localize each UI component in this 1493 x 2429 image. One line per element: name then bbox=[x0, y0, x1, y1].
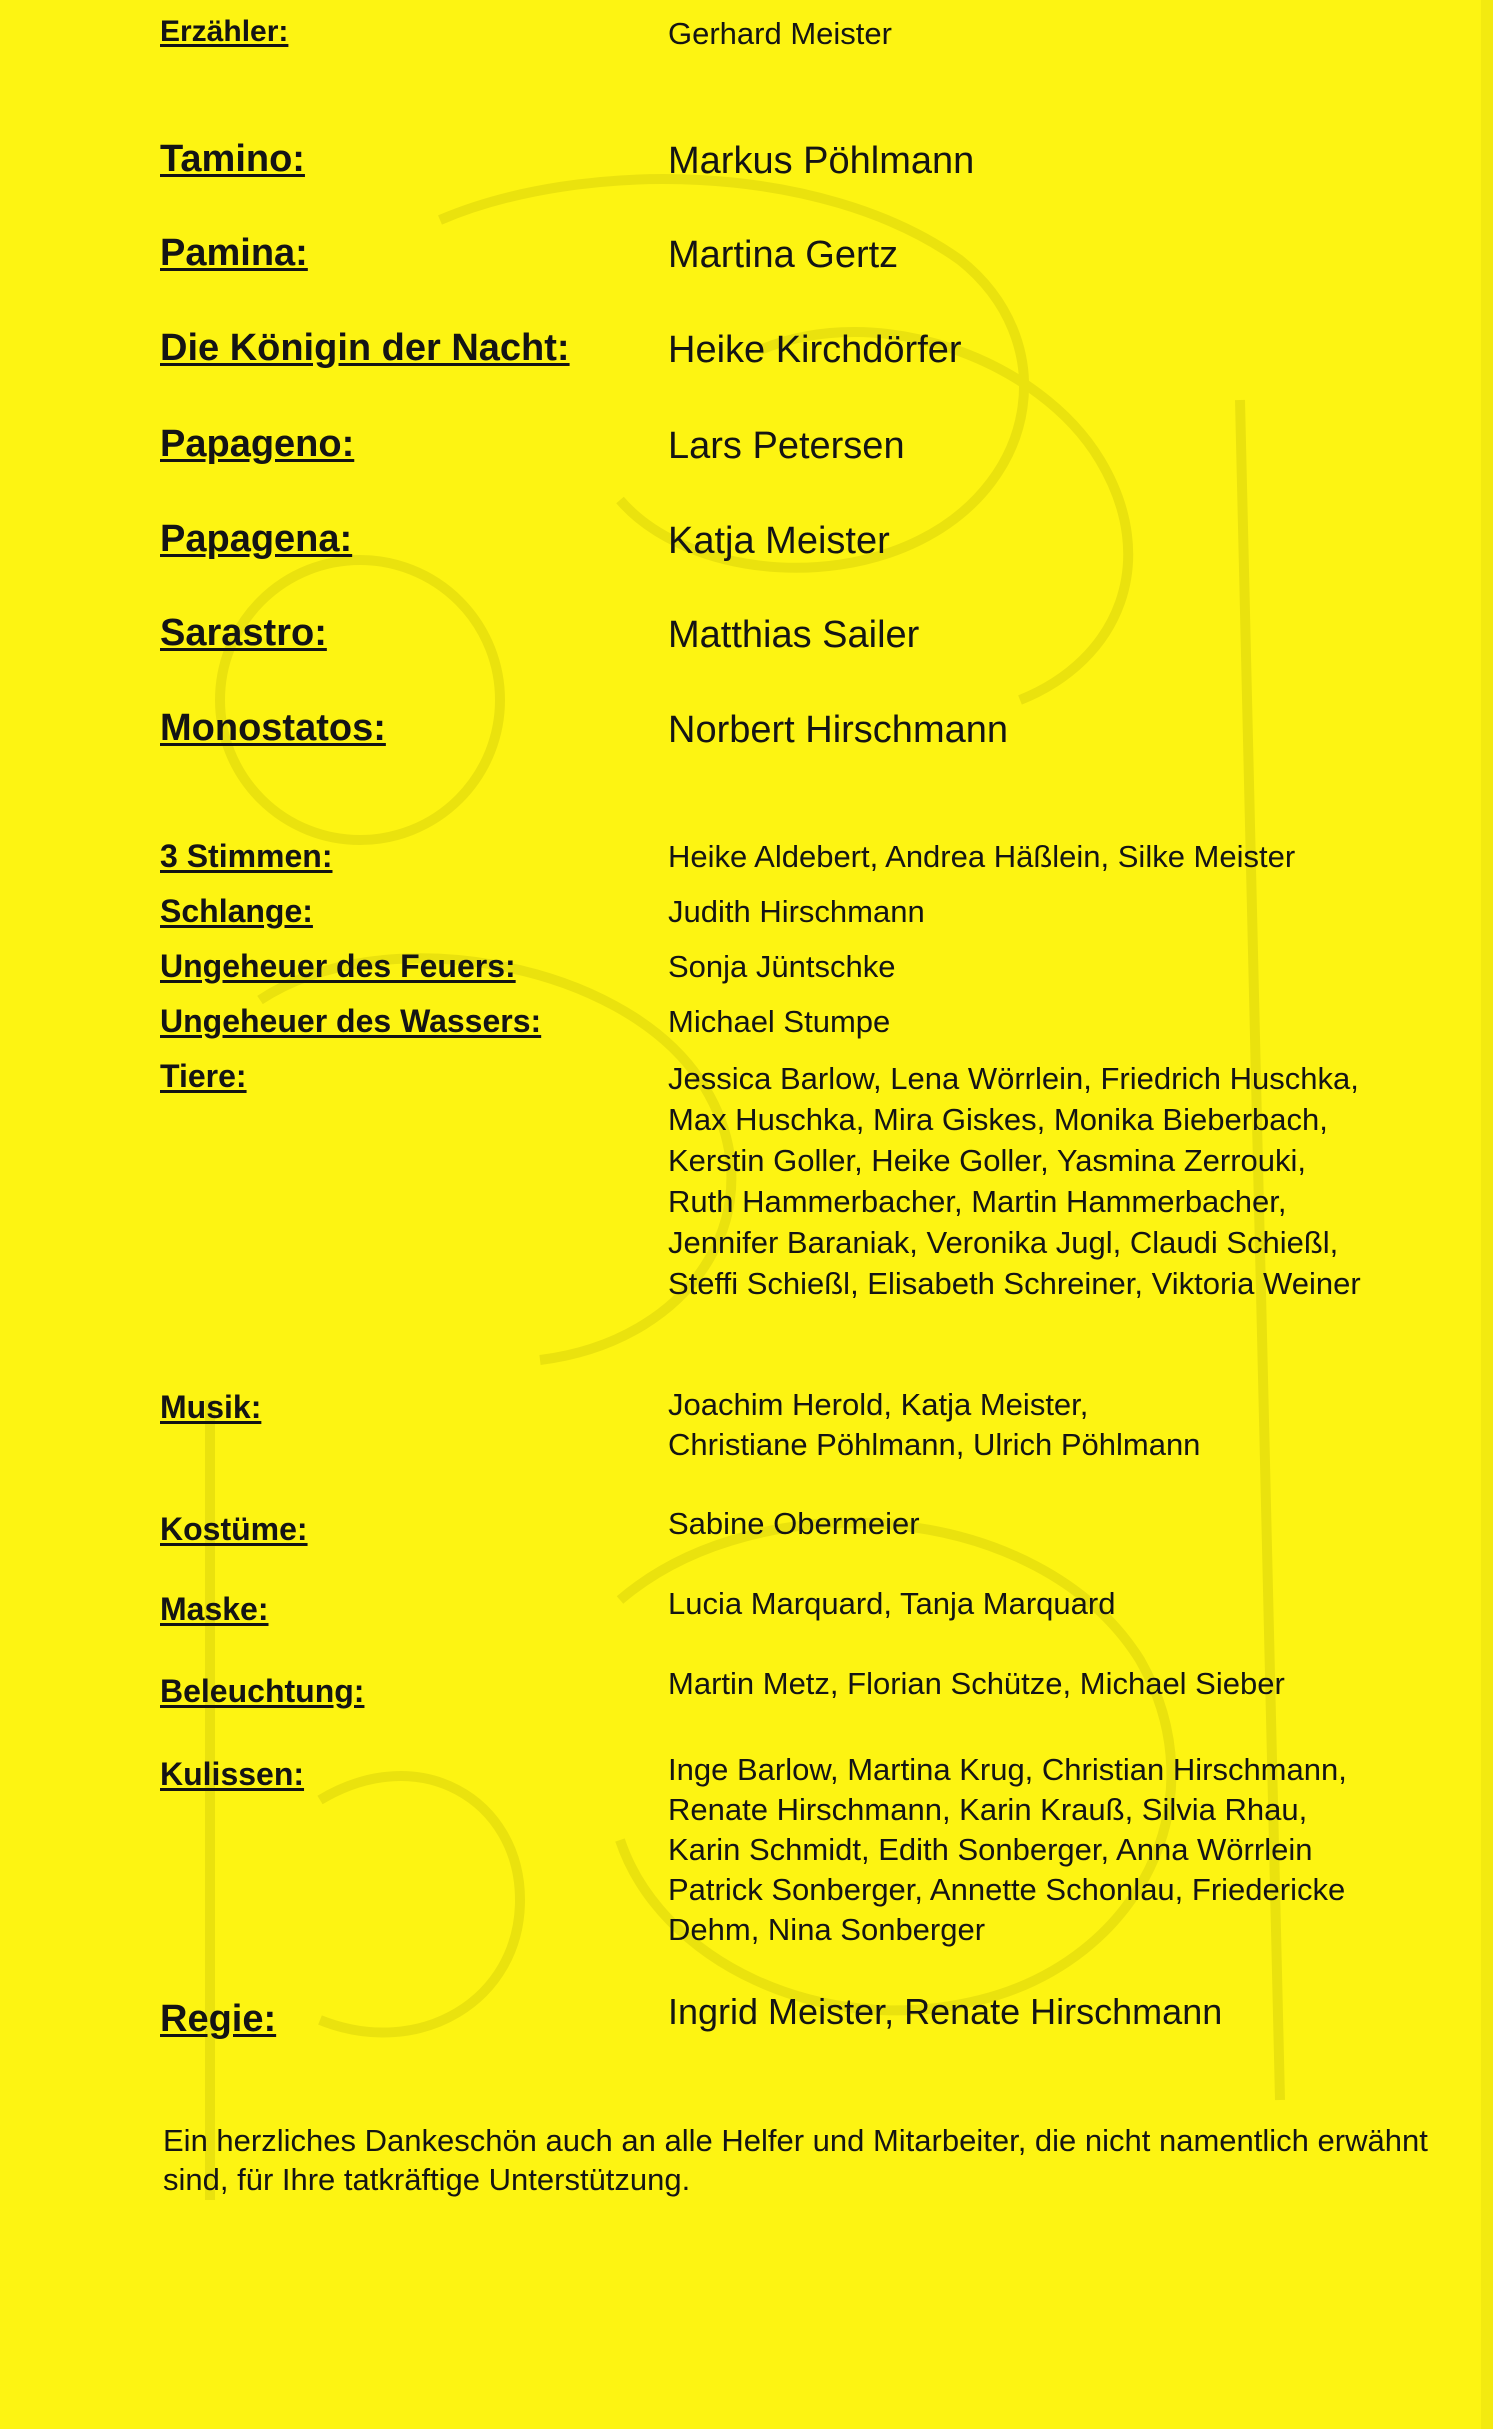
performer-name: Martina Gertz bbox=[668, 234, 899, 276]
crew-names bbox=[668, 1505, 920, 1543]
performer-name: Markus Pöhlmann bbox=[668, 140, 975, 182]
performer-names bbox=[668, 1058, 1361, 1304]
role-label: Die Königin der Nacht: bbox=[160, 327, 570, 369]
performer-name: Lars Petersen bbox=[668, 425, 905, 467]
performer-line: Jennifer Baraniak, Veronika Jugl, Claudi Schießl, bbox=[668, 1225, 1339, 1260]
crew-names bbox=[668, 1750, 1347, 1950]
role-label: Tamino: bbox=[160, 138, 305, 180]
performer-name: Heike Kirchdörfer bbox=[668, 329, 962, 371]
role-label: Schlange: bbox=[160, 893, 313, 929]
performer-name: Gerhard Meister bbox=[668, 16, 892, 51]
role-label: Erzähler: bbox=[160, 15, 289, 48]
thanks-note: Ein herzliches Dankeschön auch an alle Helfer und Mitarbeiter, die nicht namentlich erwähnt sind, für Ihre tatkräftige Unterstützung. bbox=[163, 2123, 1428, 2197]
role-label: Sarastro: bbox=[160, 612, 327, 654]
crew-line: Renate Hirschmann, Karin Krauß, Silvia Rhau, bbox=[668, 1792, 1308, 1827]
role-label: Maske: bbox=[160, 1591, 269, 1627]
role-label: Ungeheuer des Wassers: bbox=[160, 1003, 542, 1039]
performer-line: Jessica Barlow, Lena Wörrlein, Friedrich Huschka, bbox=[668, 1061, 1359, 1096]
role-label: Kostüme: bbox=[160, 1511, 308, 1547]
crew-line: Dehm, Nina Sonberger bbox=[668, 1912, 986, 1947]
role-label: Kulissen: bbox=[160, 1756, 305, 1792]
role-label: Musik: bbox=[160, 1389, 262, 1425]
crew-line: Ingrid Meister, Renate Hirschmann bbox=[668, 1991, 1223, 2032]
performer-name: Matthias Sailer bbox=[668, 614, 920, 656]
crew-line: Lucia Marquard, Tanja Marquard bbox=[668, 1586, 1116, 1621]
crew-line: Joachim Herold, Katja Meister, bbox=[668, 1387, 1089, 1422]
role-label: Papageno: bbox=[160, 423, 355, 465]
crew-names bbox=[668, 1990, 1222, 2034]
performer-name: Sonja Jüntschke bbox=[668, 949, 896, 984]
crew-names bbox=[668, 1665, 1285, 1703]
crew-line: Martin Metz, Florian Schütze, Michael Sieber bbox=[668, 1666, 1285, 1701]
performer-line: Steffi Schießl, Elisabeth Schreiner, Viktoria Weiner bbox=[668, 1266, 1361, 1301]
crew-line: Christiane Pöhlmann, Ulrich Pöhlmann bbox=[668, 1427, 1201, 1462]
role-label: Monostatos: bbox=[160, 707, 386, 749]
performer-line: Max Huschka, Mira Giskes, Monika Bieberbach, bbox=[668, 1102, 1328, 1137]
role-label: Regie: bbox=[160, 1998, 277, 2040]
role-label: 3 Stimmen: bbox=[160, 838, 333, 874]
crew-line: Karin Schmidt, Edith Sonberger, Anna Wörrlein bbox=[668, 1832, 1313, 1867]
crew-line: Sabine Obermeier bbox=[668, 1506, 920, 1541]
performer-name: Heike Aldebert, Andrea Häßlein, Silke Meister bbox=[668, 839, 1296, 874]
crew-line: Patrick Sonberger, Annette Schonlau, Friedericke bbox=[668, 1872, 1346, 1907]
performer-name: Michael Stumpe bbox=[668, 1004, 891, 1039]
performer-line: Kerstin Goller, Heike Goller, Yasmina Zerrouki, bbox=[668, 1143, 1307, 1178]
role-label: Ungeheuer des Feuers: bbox=[160, 948, 516, 984]
crew-names bbox=[668, 1585, 1115, 1623]
performer-line: Ruth Hammerbacher, Martin Hammerbacher, bbox=[668, 1184, 1287, 1219]
crew-names bbox=[668, 1385, 1200, 1465]
performer-name: Katja Meister bbox=[668, 520, 890, 562]
page-edge bbox=[1481, 0, 1493, 2429]
crew-line: Inge Barlow, Martina Krug, Christian Hirschmann, bbox=[668, 1752, 1347, 1787]
performer-name: Judith Hirschmann bbox=[668, 894, 925, 929]
role-label: Papagena: bbox=[160, 518, 353, 560]
role-label: Pamina: bbox=[160, 232, 308, 274]
performer-name: Norbert Hirschmann bbox=[668, 709, 1008, 751]
role-label: Beleuchtung: bbox=[160, 1673, 365, 1709]
role-label: Tiere: bbox=[160, 1058, 247, 1094]
